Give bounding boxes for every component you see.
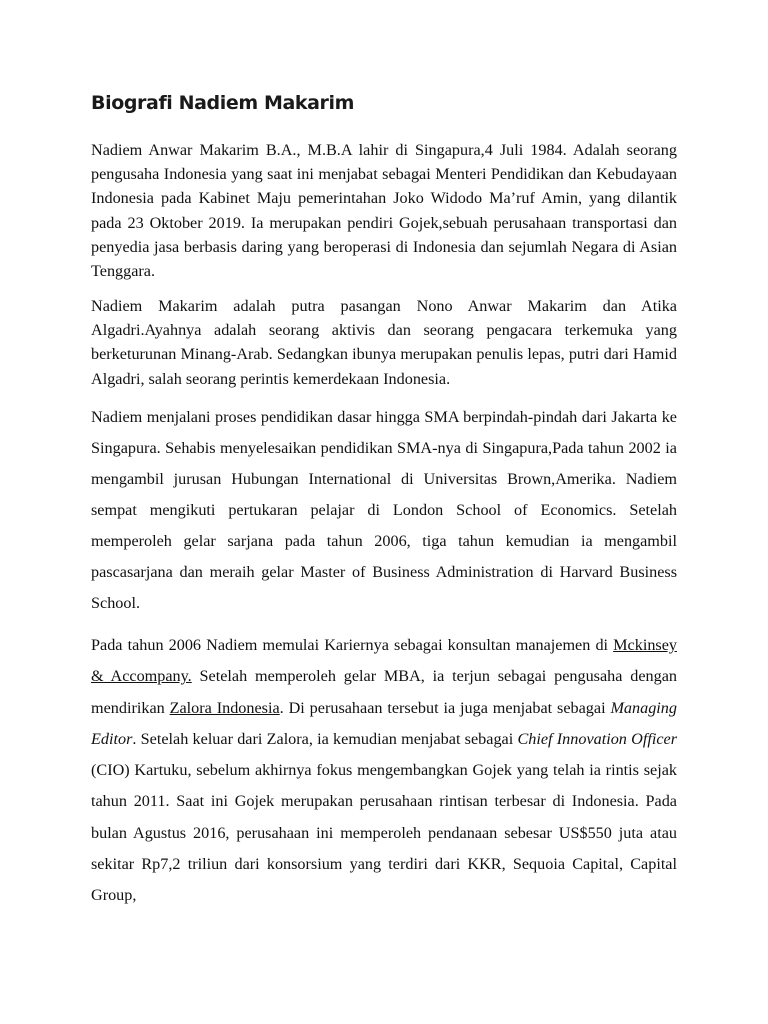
- zalora-link[interactable]: Zalora Indonesia: [169, 698, 280, 717]
- cio-emphasis: Chief Innovation Officer: [517, 729, 677, 748]
- paragraph-career: [91, 630, 677, 912]
- career-text-5: (CIO) Kartuku, sebelum akhirnya fokus mengembangkan Gojek yang telah ia rintis sejak tahun 2011. Saat ini Gojek merupakan perusahaan rintisan terbesar di Indonesia. Pada bulan Agustus 2016, perusahaan ini memperoleh pendanaan sebesar US$550 juta atau sekitar Rp7,2 triliun dari konsorsium yang terdiri dari KKR, Sequoia Capital, Capital Group,: [91, 761, 677, 905]
- paragraph-family: Nadiem Makarim adalah putra pasangan Nono Anwar Makarim dan Atika Algadri.Ayahnya adalah seorang aktivis dan seorang pengacara terkemuka yang berketurunan Minang-Arab. Sedangkan ibunya merupakan penulis lepas, putri dari Hamid Algadri, salah seorang perintis kemerdekaan Indonesia.: [91, 297, 677, 388]
- career-text-3: . Di perusahaan tersebut ia juga menjabat sebagai: [279, 698, 611, 717]
- paragraph-education: Nadiem menjalani proses pendidikan dasar hingga SMA berpindah-pindah dari Jakarta ke Singapura. Sehabis menyelesaikan pendidikan SMA-nya di Singapura,Pada tahun 2002 ia mengambil jurusan Hubungan International di Universitas Brown,Amerika. Nadiem sempat mengikuti pertukaran pelajar di London School of Economics. Setelah memperoleh gelar sarjana pada tahun 2006, tiga tahun kemudian ia mengambil pascasarjana dan meraih gelar Master of Business Administration di Harvard Business School.: [91, 408, 677, 612]
- career-text-4: . Setelah keluar dari Zalora, ia kemudian menjabat sebagai: [132, 729, 518, 748]
- career-text-2: Setelah memperoleh gelar MBA, ia terjun sebagai pengusaha dengan mendirikan: [91, 667, 677, 717]
- mckinsey-link[interactable]: Mckinsey & Accompany.: [91, 636, 677, 686]
- paragraph-intro: Nadiem Anwar Makarim B.A., M.B.A lahir di Singapura,4 Juli 1984. Adalah seorang pengusaha Indonesia yang saat ini menjabat sebagai Menteri Pendidikan dan Kebudayaan Indonesia pada Kabinet Maju pemerintahan Joko Widodo Ma’ruf Amin, yang dilantik pada 23 Oktober 2019. Ia merupakan pendiri Gojek,sebuah perusahaan transportasi dan penyedia jasa berbasis daring yang beroperasi di Indonesia dan sejumlah Negara di Asian Tenggara.: [91, 141, 677, 281]
- career-text-1: Pada tahun 2006 Nadiem memulai Kariernya sebagai konsultan manajemen di: [91, 636, 614, 654]
- managing-editor-emphasis: Managing Editor: [91, 698, 677, 748]
- page-title: Biografi Nadiem Makarim: [91, 92, 355, 114]
